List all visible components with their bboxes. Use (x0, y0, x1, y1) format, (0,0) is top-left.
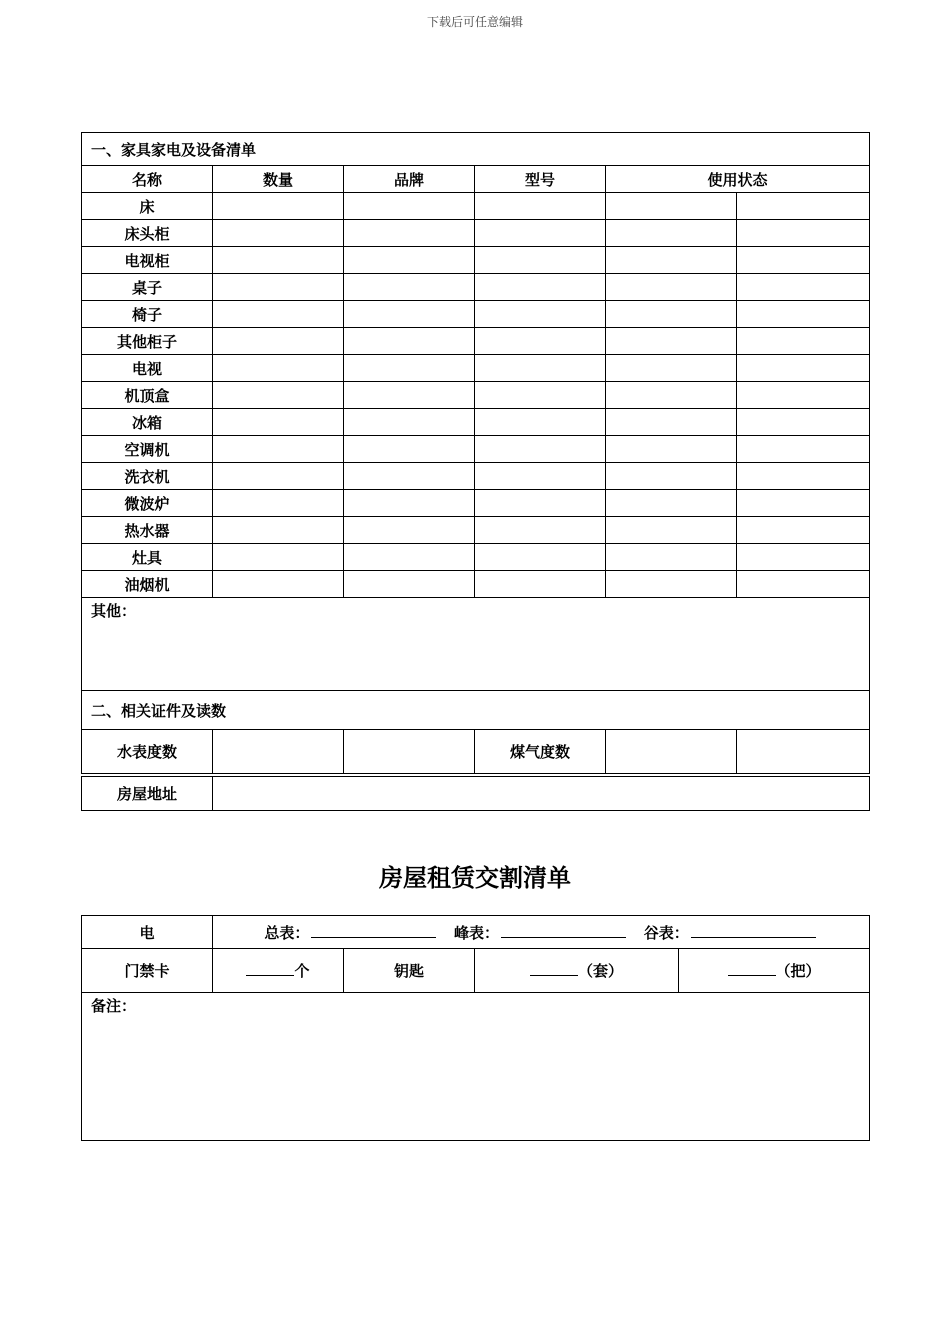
status-cell[interactable] (606, 544, 737, 571)
model-cell[interactable] (475, 247, 606, 274)
status-cell[interactable] (737, 355, 870, 382)
model-cell[interactable] (475, 301, 606, 328)
table-row (82, 517, 870, 544)
model-cell[interactable] (475, 274, 606, 301)
gas-meter-label: 煤气度数 (475, 730, 606, 774)
brand-cell[interactable] (344, 382, 475, 409)
col-header-brand: 品牌 (344, 166, 475, 193)
table-row (82, 436, 870, 463)
brand-cell[interactable] (344, 274, 475, 301)
model-cell[interactable] (475, 382, 606, 409)
table-row (82, 220, 870, 247)
status-cell[interactable] (737, 274, 870, 301)
key-set-count (475, 949, 679, 993)
table-row (82, 409, 870, 436)
model-cell[interactable] (475, 409, 606, 436)
electricity-readings (213, 916, 870, 949)
handover-title: 房屋租赁交割清单 (379, 863, 571, 892)
quantity-cell[interactable] (213, 193, 344, 220)
status-cell[interactable] (737, 193, 870, 220)
table-row (82, 247, 870, 274)
status-cell[interactable] (606, 220, 737, 247)
status-cell[interactable] (606, 274, 737, 301)
key-piece-unit: （把） (775, 962, 821, 980)
water-meter-cell-2[interactable] (344, 730, 475, 774)
other-label: 其他： (91, 602, 137, 620)
status-cell[interactable] (737, 463, 870, 490)
status-cell[interactable] (606, 193, 737, 220)
brand-cell[interactable] (344, 328, 475, 355)
model-cell[interactable] (475, 571, 606, 598)
table-row (82, 301, 870, 328)
item-name: 油烟机 (82, 571, 213, 598)
item-name: 热水器 (82, 517, 213, 544)
status-cell[interactable] (737, 409, 870, 436)
remarks-label: 备注： (91, 997, 137, 1015)
model-cell[interactable] (475, 220, 606, 247)
quantity-cell[interactable] (213, 463, 344, 490)
quantity-cell[interactable] (213, 517, 344, 544)
quantity-cell[interactable] (213, 544, 344, 571)
status-cell[interactable] (606, 247, 737, 274)
item-name: 床 (82, 193, 213, 220)
handover-table (81, 915, 870, 1141)
item-name: 冰箱 (82, 409, 213, 436)
item-name: 微波炉 (82, 490, 213, 517)
table-row (82, 355, 870, 382)
address-label: 房屋地址 (82, 777, 213, 811)
furniture-appliance-table (81, 132, 870, 774)
key-label: 钥匙 (344, 949, 475, 993)
status-cell[interactable] (606, 355, 737, 382)
status-cell[interactable] (606, 409, 737, 436)
brand-cell[interactable] (344, 247, 475, 274)
model-cell[interactable] (475, 328, 606, 355)
address-table (81, 776, 870, 811)
status-cell[interactable] (606, 436, 737, 463)
status-cell[interactable] (737, 436, 870, 463)
header-note: 下载后可任意编辑 (426, 15, 523, 29)
item-name: 其他柜子 (82, 328, 213, 355)
brand-cell[interactable] (344, 490, 475, 517)
model-cell[interactable] (475, 490, 606, 517)
status-cell[interactable] (737, 220, 870, 247)
status-cell[interactable] (737, 544, 870, 571)
key-set-unit: （套） (577, 962, 623, 980)
access-card-blank[interactable] (246, 961, 294, 976)
brand-cell[interactable] (344, 220, 475, 247)
total-meter-label: 总表： (264, 923, 310, 942)
electricity-label: 电 (82, 916, 213, 949)
brand-cell[interactable] (344, 571, 475, 598)
water-meter-label: 水表度数 (82, 730, 213, 774)
model-cell[interactable] (475, 463, 606, 490)
table-row (82, 382, 870, 409)
section1-title: 一、家具家电及设备清单 (82, 133, 870, 166)
header-row (82, 166, 870, 193)
quantity-cell[interactable] (213, 247, 344, 274)
status-cell[interactable] (737, 571, 870, 598)
peak-meter-blank[interactable] (501, 923, 626, 938)
item-name: 电视柜 (82, 247, 213, 274)
quantity-cell[interactable] (213, 436, 344, 463)
brand-cell[interactable] (344, 409, 475, 436)
table-row (82, 490, 870, 517)
total-meter-blank[interactable] (311, 923, 436, 938)
col-header-model: 型号 (475, 166, 606, 193)
peak-meter-label: 峰表： (454, 923, 500, 942)
brand-cell[interactable] (344, 463, 475, 490)
remarks-cell[interactable] (82, 993, 870, 1141)
brand-cell[interactable] (344, 193, 475, 220)
status-cell[interactable] (606, 301, 737, 328)
item-name: 电视 (82, 355, 213, 382)
quantity-cell[interactable] (213, 382, 344, 409)
item-name: 床头柜 (82, 220, 213, 247)
status-cell[interactable] (606, 517, 737, 544)
model-cell[interactable] (475, 193, 606, 220)
status-cell[interactable] (606, 463, 737, 490)
model-cell[interactable] (475, 436, 606, 463)
table-row (82, 463, 870, 490)
item-name: 椅子 (82, 301, 213, 328)
quantity-cell[interactable] (213, 490, 344, 517)
status-cell[interactable] (606, 571, 737, 598)
valley-meter-label: 谷表： (643, 923, 689, 942)
table-row (82, 571, 870, 598)
other-notes-cell[interactable] (82, 598, 870, 691)
brand-cell[interactable] (344, 301, 475, 328)
model-cell[interactable] (475, 544, 606, 571)
quantity-cell[interactable] (213, 409, 344, 436)
brand-cell[interactable] (344, 544, 475, 571)
col-header-quantity: 数量 (213, 166, 344, 193)
table-row (82, 274, 870, 301)
col-header-name: 名称 (82, 166, 213, 193)
brand-cell[interactable] (344, 517, 475, 544)
quantity-cell[interactable] (213, 301, 344, 328)
water-meter-cell-1[interactable] (213, 730, 344, 774)
valley-meter-blank[interactable] (691, 923, 816, 938)
quantity-cell[interactable] (213, 274, 344, 301)
status-cell[interactable] (737, 247, 870, 274)
gas-meter-cell-2[interactable] (737, 730, 870, 774)
model-cell[interactable] (475, 355, 606, 382)
key-piece-count (679, 949, 870, 993)
status-cell[interactable] (606, 382, 737, 409)
status-cell[interactable] (737, 382, 870, 409)
status-cell[interactable] (606, 328, 737, 355)
status-cell[interactable] (737, 517, 870, 544)
access-card-count (213, 949, 344, 993)
col-header-status: 使用状态 (606, 166, 870, 193)
access-card-label: 门禁卡 (82, 949, 213, 993)
table-row (82, 328, 870, 355)
key-set-blank[interactable] (530, 961, 578, 976)
gas-meter-cell-1[interactable] (606, 730, 737, 774)
item-name: 空调机 (82, 436, 213, 463)
status-cell[interactable] (737, 490, 870, 517)
access-card-unit: 个 (294, 962, 310, 980)
table-row (82, 193, 870, 220)
brand-cell[interactable] (344, 355, 475, 382)
status-cell[interactable] (737, 328, 870, 355)
item-name: 灶具 (82, 544, 213, 571)
status-cell[interactable] (737, 301, 870, 328)
section2-title: 二、相关证件及读数 (82, 691, 870, 730)
quantity-cell[interactable] (213, 328, 344, 355)
item-name: 桌子 (82, 274, 213, 301)
item-name: 机顶盒 (82, 382, 213, 409)
item-name: 洗衣机 (82, 463, 213, 490)
quantity-cell[interactable] (213, 355, 344, 382)
quantity-cell[interactable] (213, 220, 344, 247)
table-row (82, 544, 870, 571)
brand-cell[interactable] (344, 436, 475, 463)
model-cell[interactable] (475, 517, 606, 544)
status-cell[interactable] (606, 490, 737, 517)
key-piece-blank[interactable] (728, 961, 776, 976)
quantity-cell[interactable] (213, 571, 344, 598)
address-cell[interactable] (213, 777, 870, 811)
